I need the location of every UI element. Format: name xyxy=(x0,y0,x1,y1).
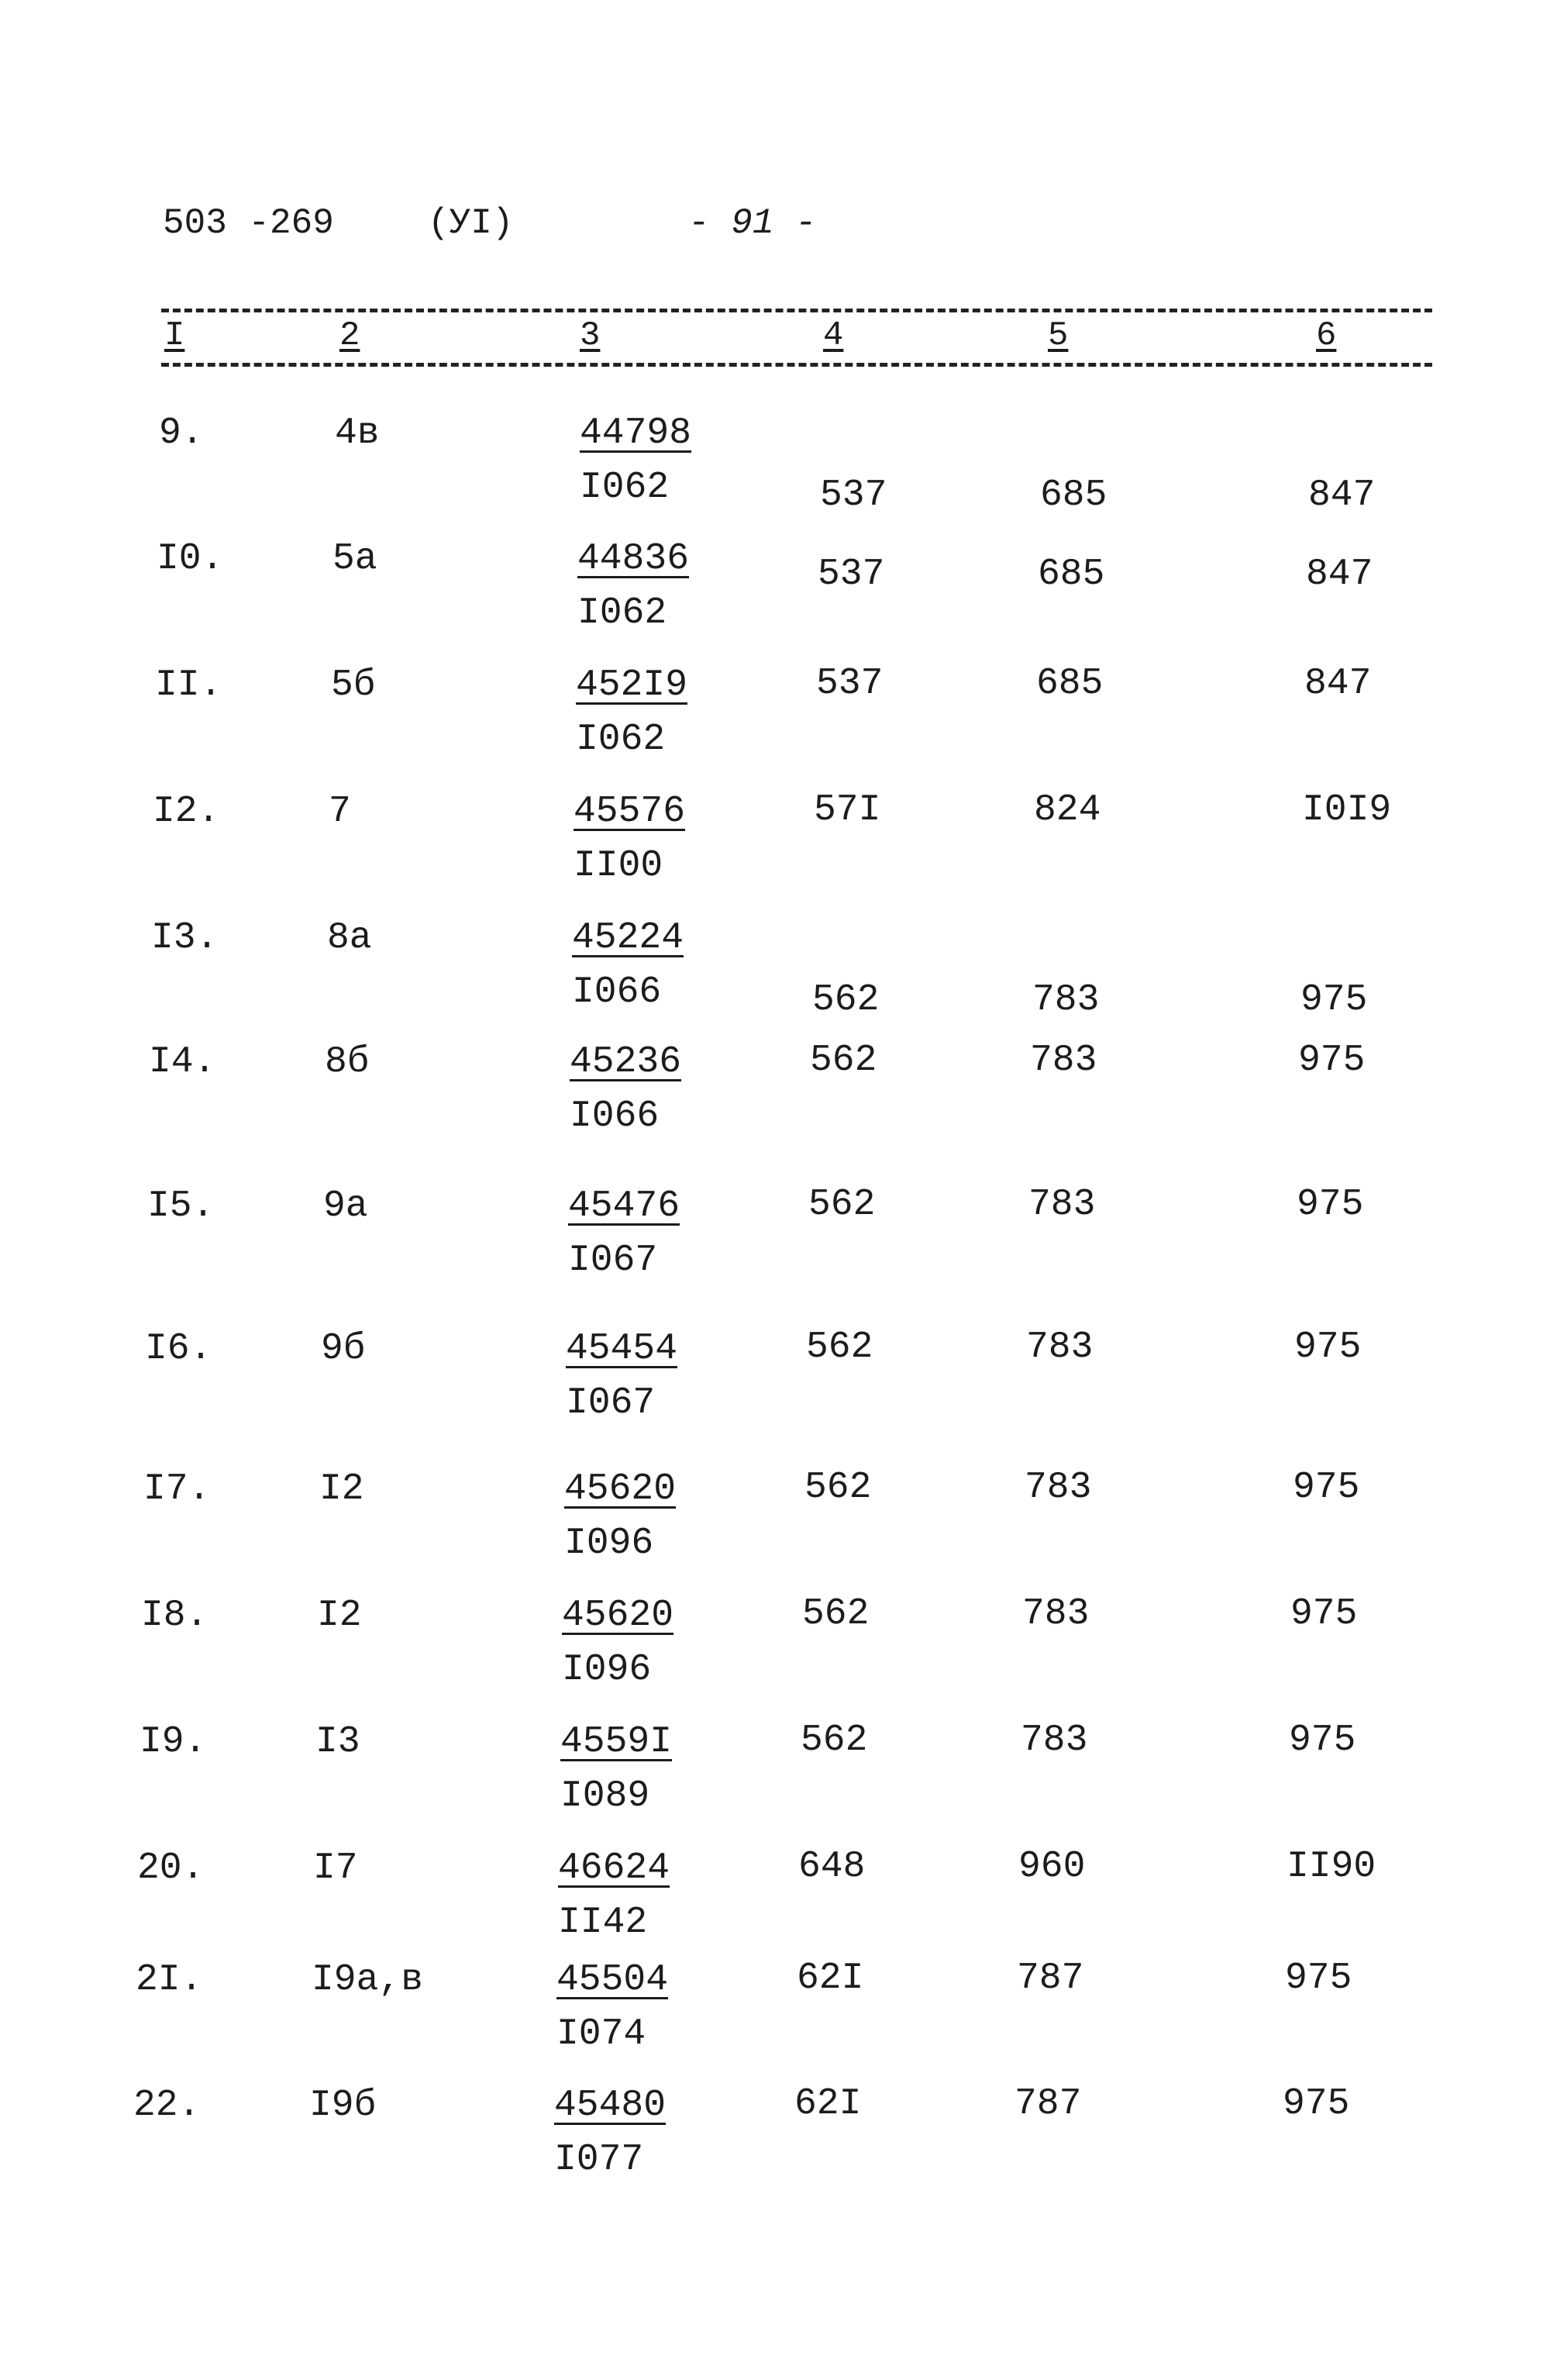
column-header-4: 4 xyxy=(823,316,844,355)
fraction-denominator: I096 xyxy=(564,1523,654,1564)
fraction-denominator: I066 xyxy=(570,1095,660,1137)
row-number: I3. xyxy=(151,917,219,959)
value-col-4: 537 xyxy=(820,474,887,516)
fraction-denominator: II42 xyxy=(558,1902,648,1944)
item-label: I3 xyxy=(315,1721,360,1763)
value-col-6: 847 xyxy=(1308,474,1376,516)
fraction-value xyxy=(577,540,689,632)
item-label: 5б xyxy=(331,664,376,706)
row-number: I0. xyxy=(157,538,224,580)
value-col-4: 562 xyxy=(801,1719,868,1761)
item-label: I7 xyxy=(313,1847,358,1889)
row-number: I6. xyxy=(145,1328,212,1370)
row-number: 9. xyxy=(159,412,204,454)
fraction-denominator: I077 xyxy=(554,2139,644,2181)
value-col-5: 783 xyxy=(1028,1184,1096,1226)
fraction-numerator: 46624 xyxy=(558,1847,670,1889)
value-col-5: 685 xyxy=(1040,474,1107,516)
row-number: I2. xyxy=(153,791,220,833)
fraction-numerator: 44836 xyxy=(577,538,690,580)
value-col-4: 537 xyxy=(816,663,884,705)
value-col-5: 787 xyxy=(1017,1957,1084,1999)
value-col-4: 562 xyxy=(804,1467,872,1509)
fraction-numerator: 45476 xyxy=(568,1185,680,1227)
row-number: 22. xyxy=(133,2085,201,2126)
row-number: I7. xyxy=(143,1468,211,1510)
fraction-denominator: I062 xyxy=(580,467,670,509)
item-label: 8а xyxy=(327,917,372,959)
fraction-value xyxy=(558,1847,670,1944)
value-col-4: 62I xyxy=(794,2083,862,2125)
fraction-denominator: I096 xyxy=(562,1649,652,1691)
row-number: II. xyxy=(155,664,222,706)
column-header-1: I xyxy=(164,316,185,355)
item-label: I9а,в xyxy=(312,1959,424,2001)
item-label: I2 xyxy=(319,1468,364,1510)
fraction-value xyxy=(560,1723,672,1815)
fraction-value xyxy=(580,412,692,509)
value-col-6: 975 xyxy=(1297,1184,1364,1226)
value-col-6: 975 xyxy=(1283,2083,1350,2125)
value-col-6: 975 xyxy=(1285,1957,1352,1999)
value-col-5: 685 xyxy=(1038,554,1105,595)
fraction-value xyxy=(576,664,688,761)
fraction-denominator: I062 xyxy=(576,719,666,761)
row-number: I4. xyxy=(149,1041,216,1083)
fraction-numerator: 45576 xyxy=(574,791,686,833)
row-number: I9. xyxy=(140,1721,207,1763)
fraction-denominator: I062 xyxy=(577,592,667,634)
page-number: - 91 - xyxy=(688,203,817,243)
fraction-denominator: II00 xyxy=(574,845,663,887)
fraction-denominator: I089 xyxy=(560,1775,650,1817)
fraction-numerator: 45224 xyxy=(572,917,684,959)
value-col-4: 562 xyxy=(808,1184,876,1226)
item-label: 8б xyxy=(325,1041,370,1083)
row-number: I8. xyxy=(141,1595,208,1637)
value-col-4: 562 xyxy=(802,1593,870,1635)
fraction-value xyxy=(574,793,685,885)
fraction-numerator: 45236 xyxy=(570,1041,682,1083)
row-number: 2I. xyxy=(136,1959,203,2001)
value-col-5: 783 xyxy=(1022,1593,1090,1635)
item-label: 4в xyxy=(335,412,380,454)
fraction-value xyxy=(572,919,684,1011)
fraction-value xyxy=(568,1185,680,1281)
column-header-5: 5 xyxy=(1048,316,1069,355)
fraction-value xyxy=(562,1595,674,1691)
item-label: 9б xyxy=(321,1328,366,1370)
item-label: 7 xyxy=(329,791,351,833)
value-col-6: 847 xyxy=(1306,554,1373,595)
value-col-5: 783 xyxy=(1032,979,1100,1021)
value-col-6: 975 xyxy=(1298,1040,1366,1081)
value-col-6: 975 xyxy=(1290,1593,1358,1635)
value-col-6: 975 xyxy=(1294,1326,1362,1368)
fraction-numerator: 45620 xyxy=(564,1468,677,1510)
value-col-5: 960 xyxy=(1018,1846,1086,1888)
value-col-5: 783 xyxy=(1025,1467,1092,1509)
value-col-5: 783 xyxy=(1030,1040,1097,1081)
fraction-value xyxy=(554,2085,667,2181)
fraction-numerator: 45504 xyxy=(556,1959,669,2001)
column-header-2: 2 xyxy=(339,316,360,355)
value-col-5: 787 xyxy=(1014,2083,1082,2125)
item-label: 9а xyxy=(323,1185,368,1227)
item-label: I9б xyxy=(309,2085,377,2126)
fraction-denominator: I067 xyxy=(568,1240,658,1281)
value-col-5: 783 xyxy=(1026,1326,1094,1368)
fraction-numerator: 452I9 xyxy=(576,664,688,706)
column-header-6: 6 xyxy=(1316,316,1337,355)
fraction-value xyxy=(564,1468,677,1564)
value-col-5: 783 xyxy=(1021,1719,1088,1761)
fraction-numerator: 45620 xyxy=(562,1595,674,1637)
value-col-6: I0I9 xyxy=(1302,789,1392,831)
value-col-4: 648 xyxy=(798,1846,866,1888)
fraction-numerator: 45480 xyxy=(554,2085,667,2126)
document-code: 503 -269 xyxy=(163,203,334,243)
fraction-numerator: 4559I xyxy=(560,1721,673,1763)
fraction-denominator: I067 xyxy=(566,1382,656,1424)
value-col-6: 975 xyxy=(1293,1467,1360,1509)
item-label: I2 xyxy=(317,1595,362,1637)
value-col-6: 975 xyxy=(1289,1719,1356,1761)
value-col-4: 57I xyxy=(814,789,881,831)
column-header-3: 3 xyxy=(580,316,601,355)
value-col-4: 537 xyxy=(818,554,885,595)
fraction-value xyxy=(556,1961,668,2053)
item-label: 5а xyxy=(332,538,377,580)
fraction-value xyxy=(566,1330,677,1422)
fraction-numerator: 45454 xyxy=(566,1328,678,1370)
row-number: 20. xyxy=(137,1847,205,1889)
fraction-denominator: I066 xyxy=(572,971,662,1013)
value-col-6: 847 xyxy=(1304,663,1372,705)
value-col-6: 975 xyxy=(1300,979,1368,1021)
value-col-5: 824 xyxy=(1034,789,1101,831)
value-col-5: 685 xyxy=(1036,663,1104,705)
row-number: I5. xyxy=(147,1185,215,1227)
fraction-value xyxy=(570,1043,681,1135)
value-col-4: 562 xyxy=(812,979,880,1021)
section-label: (УI) xyxy=(428,203,514,243)
value-col-6: II90 xyxy=(1287,1846,1376,1888)
value-col-4: 562 xyxy=(810,1040,877,1081)
fraction-numerator: 44798 xyxy=(580,412,692,454)
value-col-4: 62I xyxy=(797,1957,864,1999)
value-col-4: 562 xyxy=(806,1326,873,1368)
fraction-denominator: I074 xyxy=(556,2013,646,2055)
